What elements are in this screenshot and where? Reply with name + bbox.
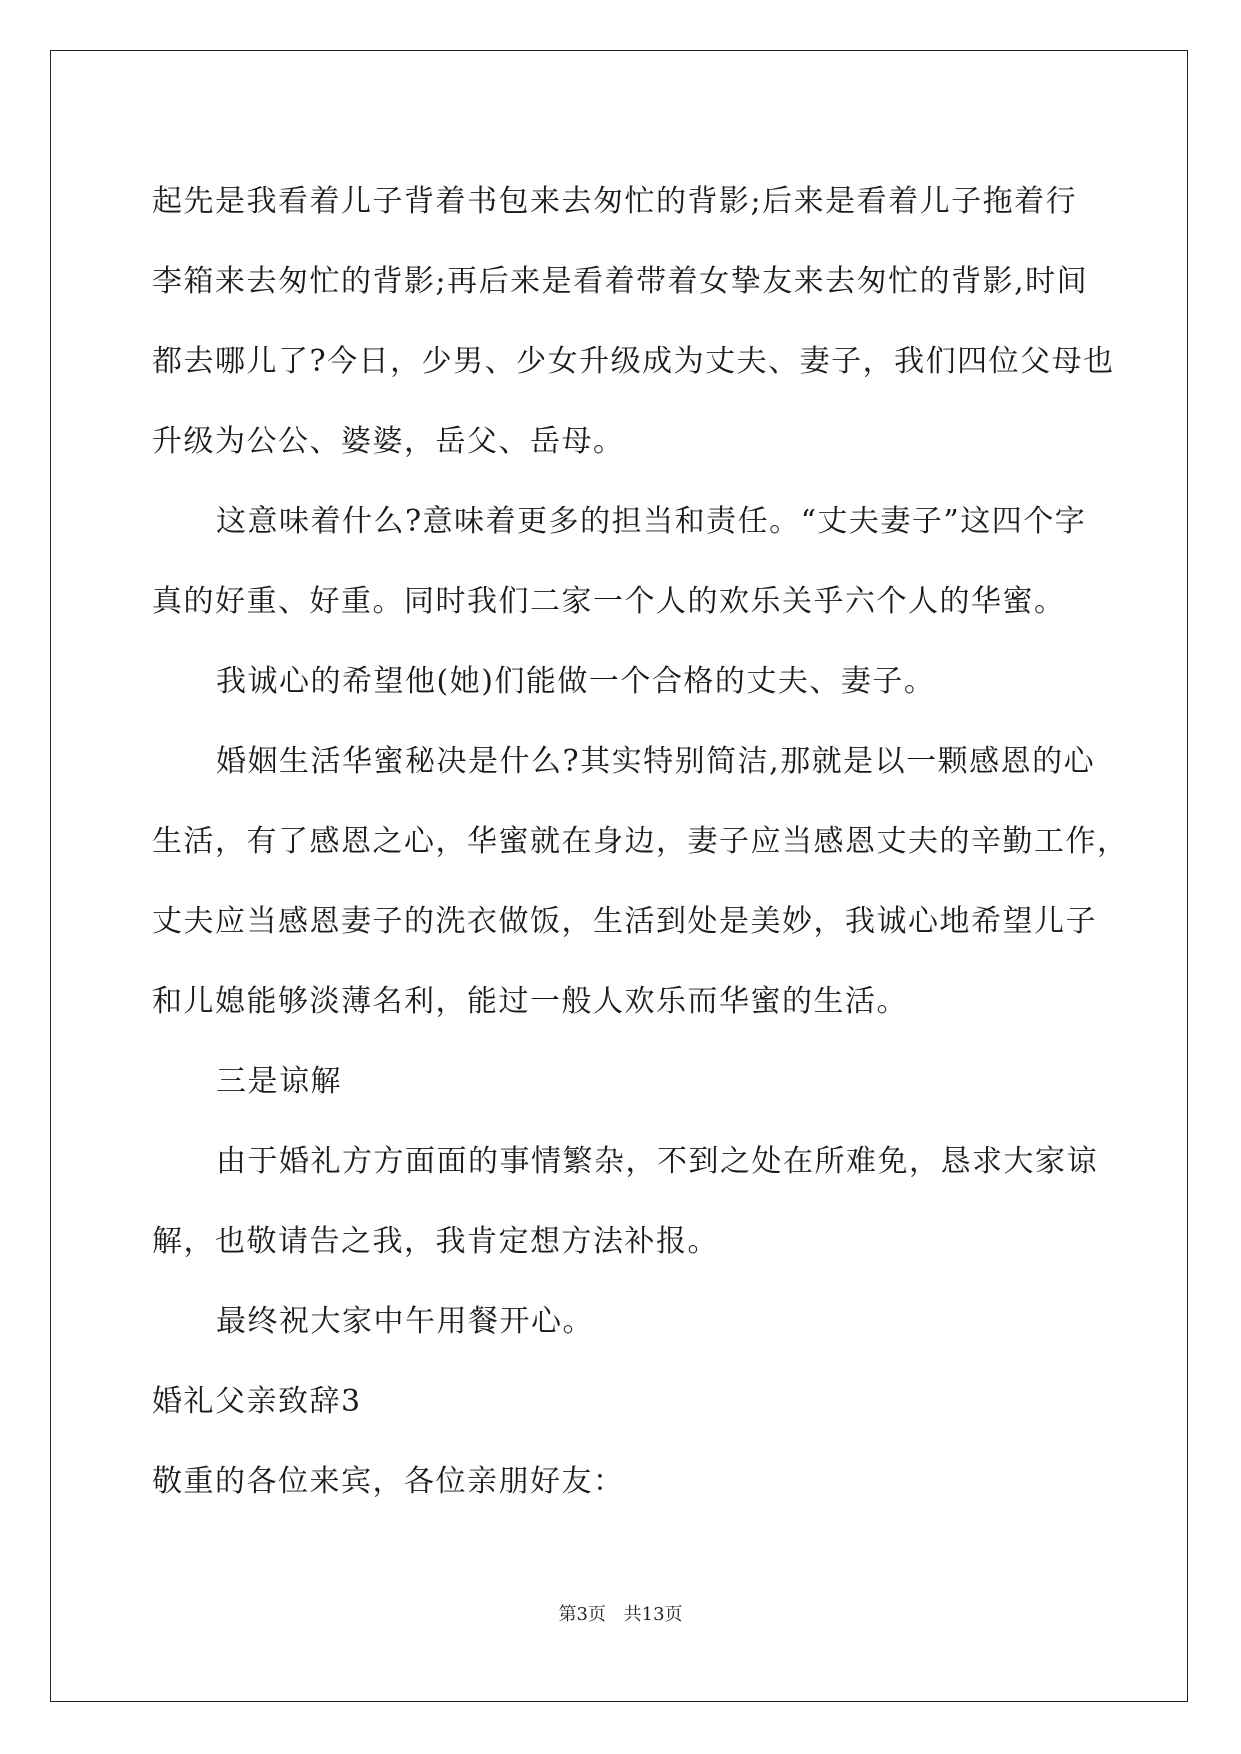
- text-line: 解，也敬请告之我，我肯定想方法补报。: [152, 1224, 719, 1259]
- text-line: 李箱来去匆忙的背影;再后来是看着带着女挚友来去匆忙的背影,时间: [152, 264, 1089, 299]
- text-line: 这意味着什么?意味着更多的担当和责任。“丈夫妻子”这四个字: [216, 504, 1087, 539]
- text-line: 丈夫应当感恩妻子的洗衣做饭，生活到处是美妙，我诚心地希望儿子: [152, 904, 1097, 939]
- page-total: 共13页: [623, 1604, 683, 1625]
- text-line: 由于婚礼方方面面的事情繁杂，不到之处在所难免，恳求大家谅: [216, 1144, 1098, 1179]
- text-line: 婚姻生活华蜜秘决是什么?其实特别简洁,那就是以一颗感恩的心: [216, 744, 1096, 779]
- text-line: 升级为公公、婆婆，岳父、岳母。: [152, 424, 625, 459]
- page-number: 第3页: [558, 1604, 606, 1625]
- text-line: 我诚心的希望他(她)们能做一个合格的丈夫、妻子。: [216, 664, 936, 699]
- salutation: 敬重的各位来宾，各位亲朋好友：: [152, 1464, 625, 1499]
- text-line: 都去哪儿了?今日，少男、少女升级成为丈夫、妻子，我们四位父母也: [152, 344, 1115, 379]
- text-line: 生活，有了感恩之心，华蜜就在身边，妻子应当感恩丈夫的辛勤工作，: [152, 824, 1129, 859]
- text-line: 起先是我看着儿子背着书包来去匆忙的背影;后来是看着儿子拖着行: [152, 184, 1078, 219]
- text-line: 最终祝大家中午用餐开心。: [216, 1304, 594, 1339]
- document-body: [152, 162, 1129, 1522]
- text-line: 真的好重、好重。同时我们二家一个人的欢乐关乎六个人的华蜜。: [152, 584, 1066, 619]
- section-heading: 三是谅解: [216, 1064, 342, 1099]
- text-line: 和儿媳能够淡薄名利，能过一般人欢乐而华蜜的生活。: [152, 984, 908, 1019]
- document-title: 婚礼父亲致辞3: [152, 1384, 362, 1419]
- page-footer: [0, 1600, 1241, 1626]
